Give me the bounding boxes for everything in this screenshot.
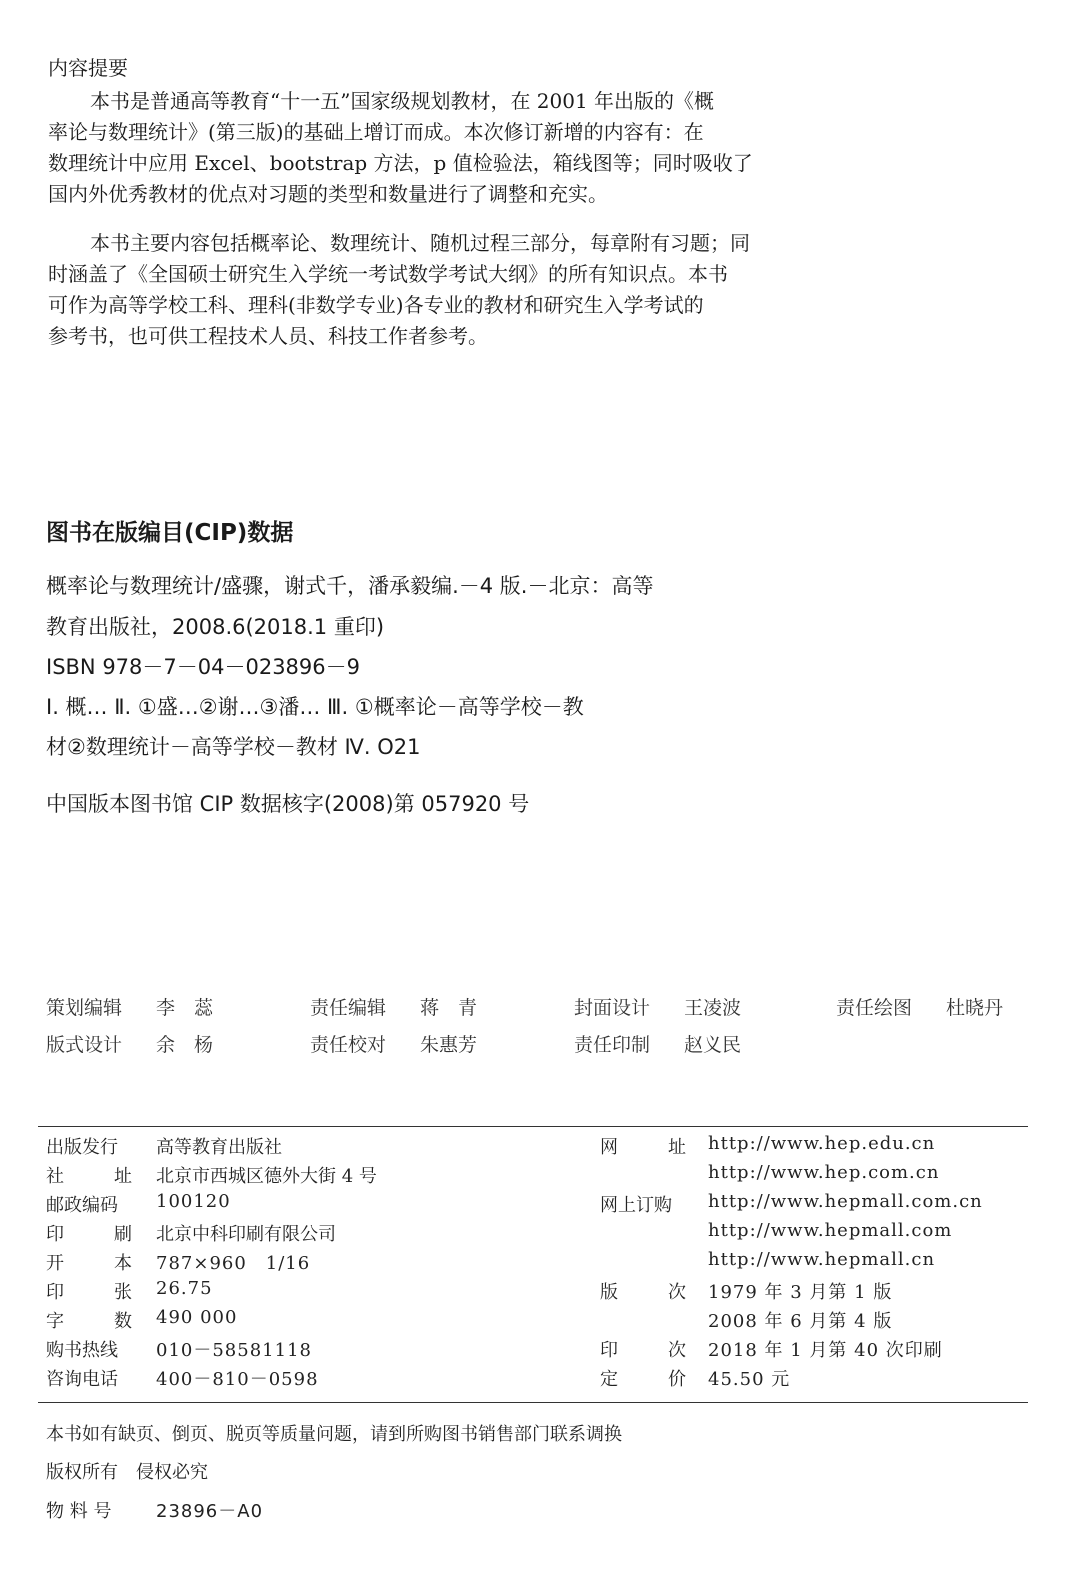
label-char: 开 — [46, 1253, 64, 1274]
info-row — [600, 1191, 686, 1217]
label-char: 本 — [114, 1253, 132, 1274]
label-char: 址 — [668, 1137, 686, 1158]
info-row — [600, 1278, 686, 1304]
label-char: 字 — [46, 1311, 64, 1332]
info-label — [600, 1336, 686, 1362]
summary-line: 国内外优秀教材的优点对习题的类型和数量进行了调整和充实。 — [48, 182, 608, 206]
summary-line: 参考书，也可供工程技术人员、科技工作者参考。 — [48, 324, 488, 348]
info-row — [46, 1162, 132, 1188]
credit-name: 杜晓丹 — [946, 997, 1004, 1019]
info-value: 26.75 — [156, 1278, 213, 1299]
label-char: 网 — [600, 1137, 618, 1158]
info-row — [46, 1191, 132, 1217]
info-row — [600, 1365, 686, 1391]
info-value: 北京中科印刷有限公司 — [156, 1224, 336, 1245]
label-char: 印 — [46, 1282, 64, 1303]
label-char: 刷 — [114, 1224, 132, 1245]
summary-line: 时涵盖了《全国硕士研究生入学统一考试数学考试大纲》的所有知识点。本书 — [48, 262, 728, 286]
label-char: 印 — [600, 1340, 618, 1361]
info-label: 出版发行 — [46, 1137, 118, 1158]
info-label — [600, 1278, 686, 1304]
info-label — [46, 1249, 132, 1275]
credit-role: 责任印制 — [574, 1034, 651, 1056]
label-char: 次 — [668, 1282, 686, 1303]
info-value: 010－58581118 — [156, 1340, 312, 1361]
cip-approval: 中国版本图书馆 CIP 数据核字(2008)第 057920 号 — [46, 792, 530, 816]
order-link[interactable]: http://www.hepmall.com.cn — [708, 1191, 983, 1212]
info-row — [46, 1133, 132, 1159]
info-label: 购书热线 — [46, 1340, 118, 1361]
cip-title: 图书在版编目(CIP)数据 — [46, 520, 294, 546]
credit-role: 封面设计 — [574, 997, 651, 1019]
cip-line: 材②数理统计－高等学校－教材 Ⅳ. O21 — [46, 735, 421, 759]
info-label: 邮政编码 — [46, 1195, 118, 1216]
label-char: 数 — [114, 1311, 132, 1332]
cip-line: Ⅰ. 概… Ⅱ. ①盛…②谢…③潘… Ⅲ. ①概率论－高等学校－教 — [46, 695, 584, 719]
divider-bottom — [38, 1402, 1028, 1403]
info-value: 1979 年 3 月第 1 版 — [708, 1282, 893, 1303]
copyright-notice: 版权所有 侵权必究 — [46, 1462, 208, 1483]
info-value: 787×960 1/16 — [156, 1253, 311, 1274]
info-row — [46, 1278, 132, 1304]
cip-line: 教育出版社，2008.6(2018.1 重印) — [46, 615, 385, 639]
quality-notice: 本书如有缺页、倒页、脱页等质量问题，请到所购图书销售部门联系调换 — [46, 1424, 622, 1445]
info-label — [600, 1365, 686, 1391]
info-value: 2008 年 6 月第 4 版 — [708, 1311, 893, 1332]
info-row — [46, 1336, 132, 1362]
info-label — [46, 1220, 132, 1246]
label-char: 定 — [600, 1369, 618, 1390]
credit-name: 朱惠芳 — [420, 1034, 478, 1056]
info-row — [46, 1307, 132, 1333]
summary-paragraph-1 — [48, 86, 758, 210]
label-char: 社 — [46, 1166, 64, 1187]
credit-role: 责任校对 — [310, 1034, 387, 1056]
summary-line: 数理统计中应用 Excel、bootstrap 方法，p 值检验法，箱线图等；同时吸收了 — [48, 151, 753, 175]
info-value: 2018 年 1 月第 40 次印刷 — [708, 1340, 943, 1361]
info-value: 高等教育出版社 — [156, 1137, 282, 1158]
info-value: 490 000 — [156, 1307, 238, 1328]
summary-line: 本书是普通高等教育“十一五”国家级规划教材，在 2001 年出版的《概 — [90, 89, 715, 113]
info-label — [46, 1162, 132, 1188]
cip-line: 概率论与数理统计/盛骤，谢式千，潘承毅编.－4 版.－北京：高等 — [46, 574, 654, 598]
info-row — [46, 1249, 132, 1275]
credit-role: 策划编辑 — [46, 997, 123, 1019]
info-row — [600, 1133, 686, 1159]
website-link[interactable]: http://www.hep.com.cn — [708, 1162, 940, 1183]
order-link[interactable]: http://www.hepmall.cn — [708, 1249, 936, 1270]
label-char: 价 — [668, 1369, 686, 1390]
label-char: 印 — [46, 1224, 64, 1245]
label-char: 次 — [668, 1340, 686, 1361]
divider-top — [38, 1126, 1028, 1127]
credit-role: 责任绘图 — [836, 997, 913, 1019]
price-value: 45.50 元 — [708, 1369, 791, 1390]
info-label: 网上订购 — [600, 1195, 672, 1216]
info-label: 咨询电话 — [46, 1369, 118, 1390]
info-value: 北京市西城区德外大街 4 号 — [156, 1166, 377, 1187]
label-char: 张 — [114, 1282, 132, 1303]
info-value: 400－810－0598 — [156, 1369, 319, 1390]
info-value: 100120 — [156, 1191, 231, 1212]
summary-line: 率论与数理统计》(第三版)的基础上增订而成。本次修订新增的内容有：在 — [48, 120, 704, 144]
material-number: 23896－A0 — [156, 1501, 264, 1522]
summary-title: 内容提要 — [48, 56, 128, 80]
summary-line: 可作为高等学校工科、理科(非数学专业)各专业的教材和研究生入学考试的 — [48, 293, 704, 317]
credit-role: 版式设计 — [46, 1034, 123, 1056]
summary-line: 本书主要内容包括概率论、数理统计、随机过程三部分，每章附有习题；同 — [90, 231, 750, 255]
credit-name: 蒋 青 — [420, 997, 478, 1019]
info-row — [46, 1365, 132, 1391]
info-label — [600, 1133, 686, 1159]
label-char: 址 — [114, 1166, 132, 1187]
material-number-label: 物 料 号 — [46, 1501, 112, 1522]
info-label — [46, 1307, 132, 1333]
summary-paragraph-2 — [48, 228, 758, 352]
order-link[interactable]: http://www.hepmall.com — [708, 1220, 953, 1241]
info-row — [600, 1336, 686, 1362]
label-char: 版 — [600, 1282, 618, 1303]
cip-isbn: ISBN 978－7－04－023896－9 — [46, 655, 361, 679]
credit-name: 王凌波 — [684, 997, 742, 1019]
info-row — [46, 1220, 132, 1246]
credit-name: 赵义民 — [684, 1034, 742, 1056]
credit-name: 余 杨 — [156, 1034, 214, 1056]
credit-role: 责任编辑 — [310, 997, 387, 1019]
credit-name: 李 蕊 — [156, 997, 214, 1019]
website-link[interactable]: http://www.hep.edu.cn — [708, 1133, 936, 1154]
info-label — [46, 1278, 132, 1304]
